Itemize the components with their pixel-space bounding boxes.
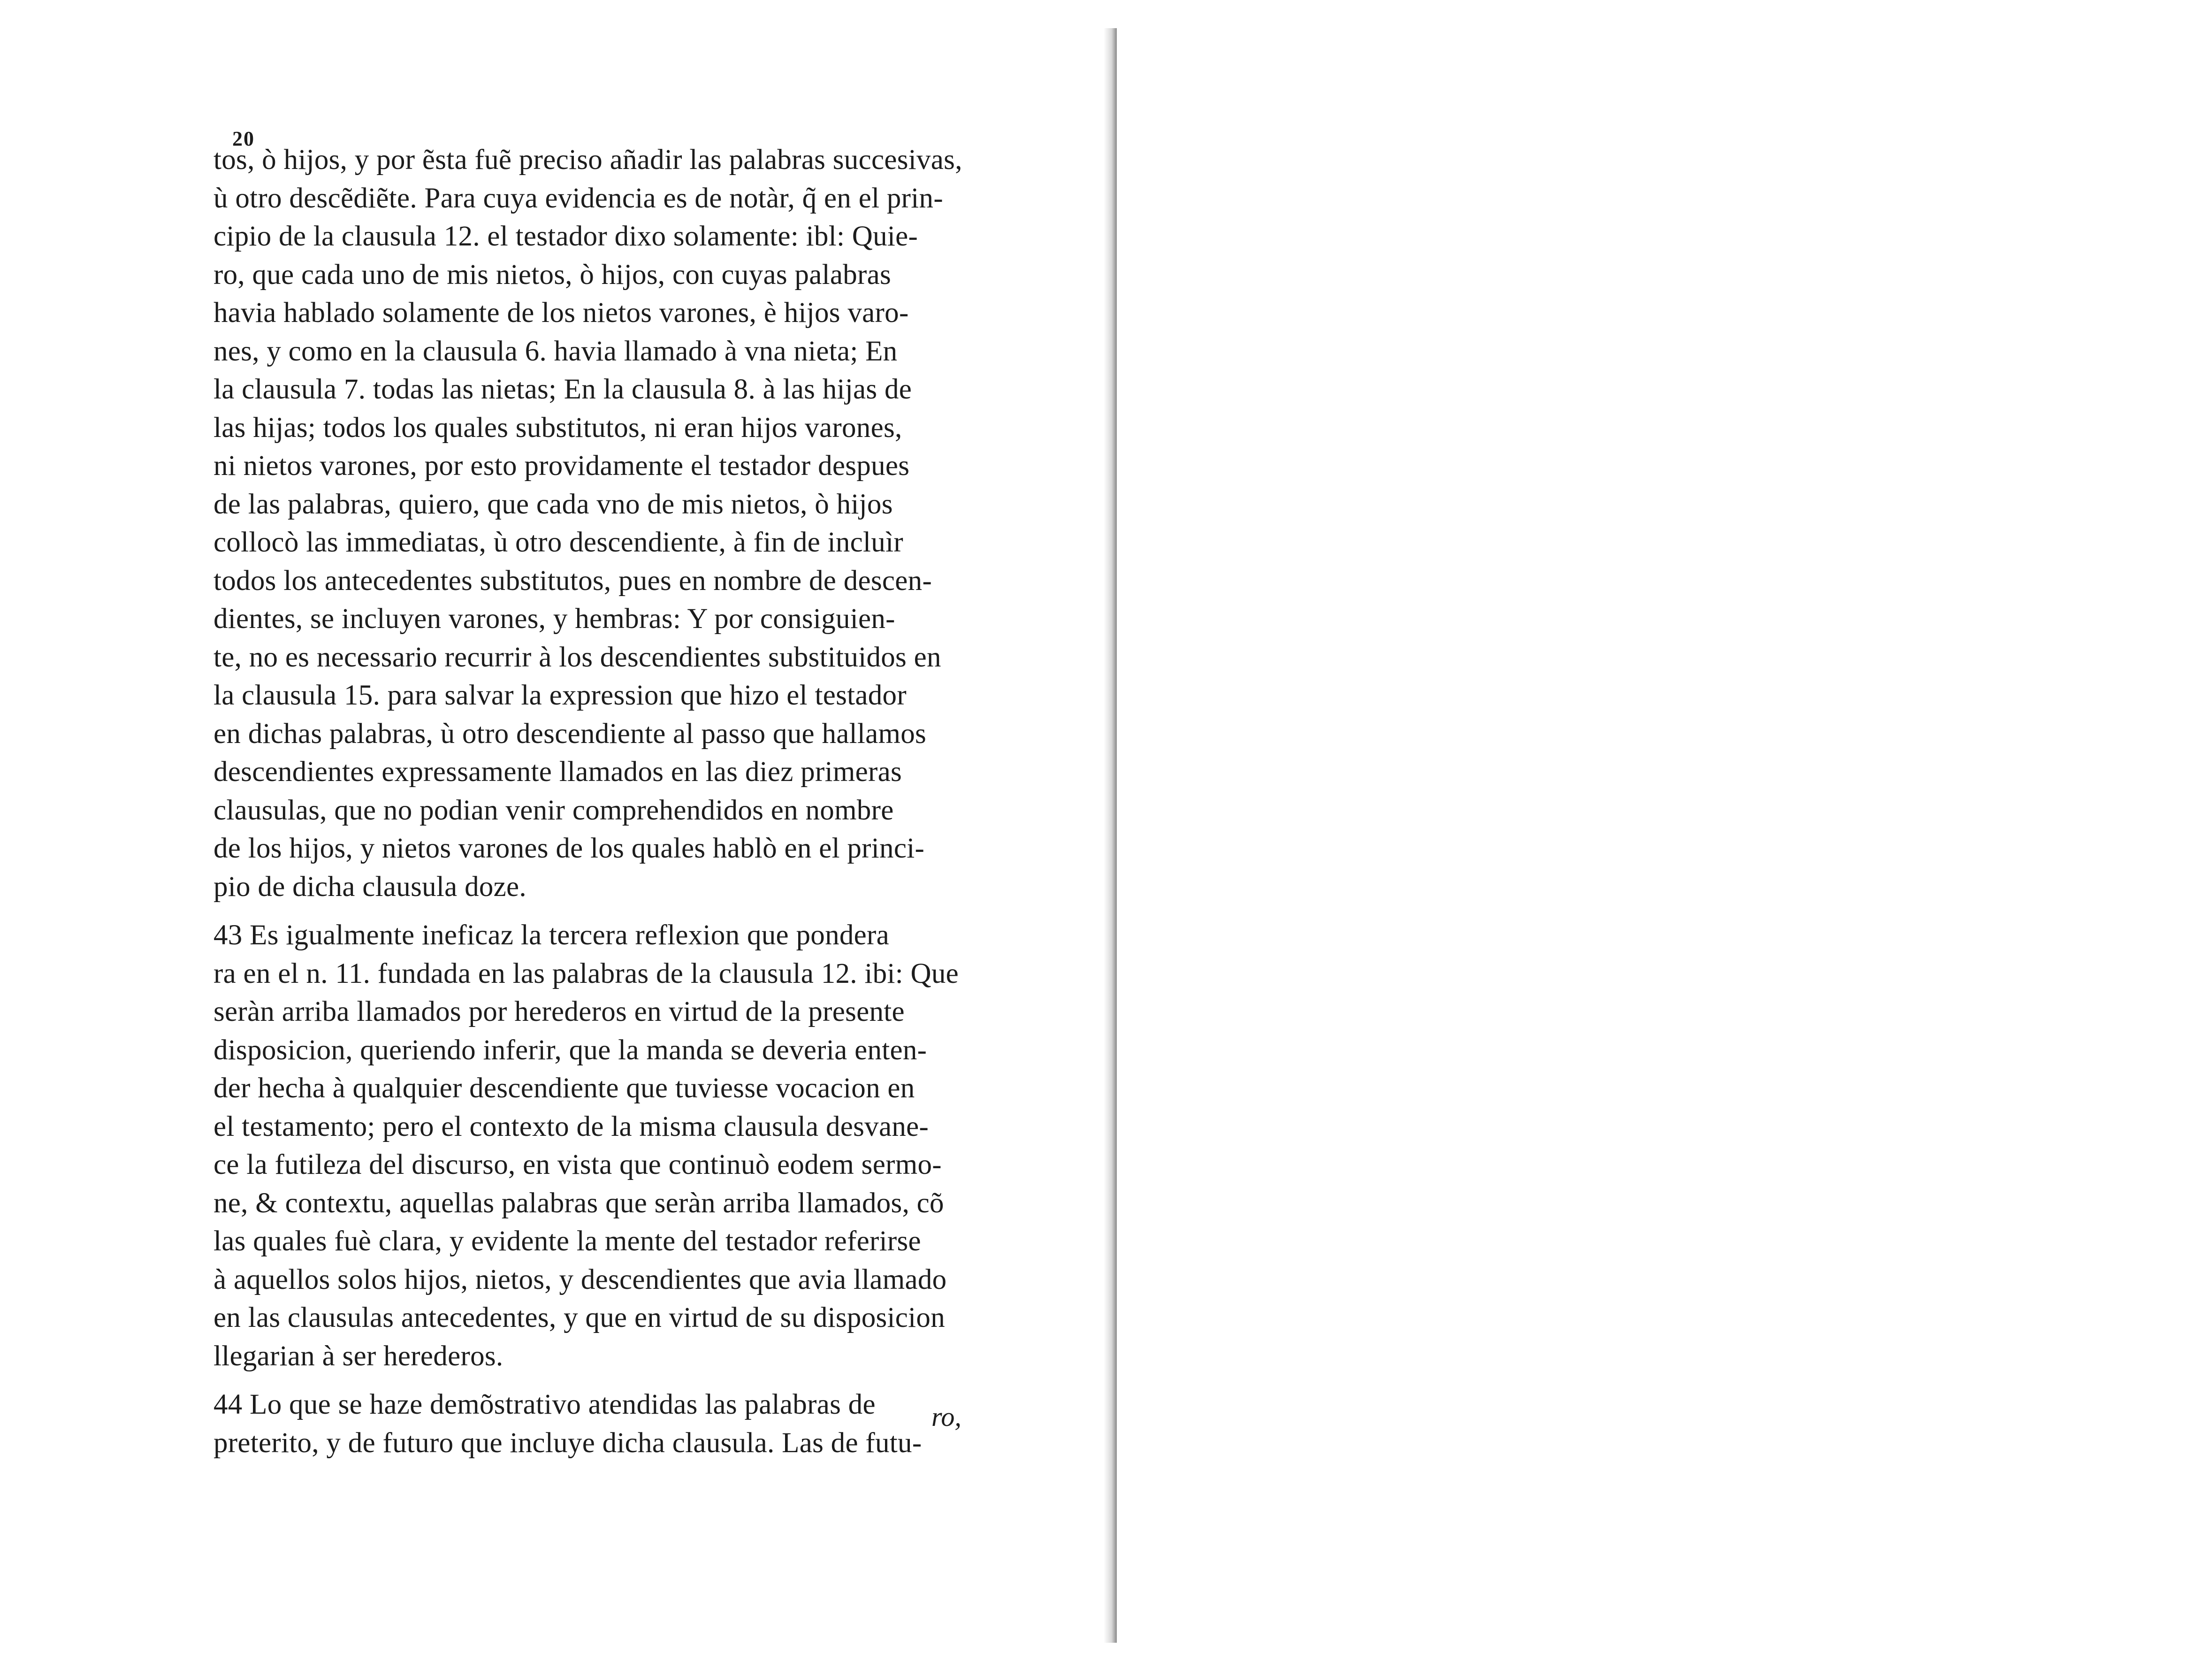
text-line: dientes, se incluyen varones, y hembras: Y por consiguien- [214, 603, 895, 635]
catchword-left: ro, [931, 1401, 961, 1432]
text-line: las quales fuè clara, y evidente la mente del testador referirse [214, 1225, 921, 1257]
text-line: la clausula 7. todas las nietas; En la clausula 8. à las hijas de [214, 374, 912, 405]
text-line: 44 Lo que se haze demõstrativo atendidas las palabras de [214, 1389, 876, 1420]
paragraph-gap [214, 906, 1002, 916]
text-line: pio de dicha clausula doze. [214, 871, 526, 903]
text-line: ni nietos varones, por esto providamente el testador despues [214, 450, 910, 482]
text-line: collocò las immediatas, ù otro descendiente, à fin de incluìr [214, 527, 903, 558]
text-line: en las clausulas antecedentes, y que en virtud de su disposicion [214, 1302, 946, 1333]
text-line: te, no es necessario recurrir à los descendientes substituidos en [214, 641, 941, 673]
text-line: la clausula 15. para salvar la expression que hizo el testador [214, 680, 907, 711]
text-line: 43 Es igualmente ineficaz la tercera reflexion que pondera [214, 919, 890, 951]
text-line: à aquellos solos hijos, nietos, y descendientes que avia llamado [214, 1263, 947, 1295]
text-line: ù otro descẽdiẽte. Para cuya evidencia es de notàr, q̃ en el prin- [214, 182, 943, 214]
text-line: de los hijos, y nietos varones de los quales hablò en el princi- [214, 833, 925, 864]
text-line: ne, & contextu, aquellas palabras que seràn arriba llamados, cõ [214, 1187, 944, 1219]
left-page-text [214, 141, 1002, 1462]
text-line: nes, y como en la clausula 6. havia llamado à vna nieta; En [214, 335, 898, 367]
text-line: seràn arriba llamados por herederos en virtud de la presente [214, 996, 905, 1027]
text-line: ce la futileza del discurso, en vista que continuò eodem sermo- [214, 1149, 942, 1180]
text-line: todos los antecedentes substitutos, pues en nombre de descen- [214, 565, 932, 597]
text-line: der hecha à qualquier descendiente que tuviesse vocacion en [214, 1072, 915, 1104]
text-line: tos, ò hijos, y por ẽsta fuẽ preciso añadir las palabras succesivas, [214, 144, 962, 176]
text-line: ra en el n. 11. fundada en las palabras de la clausula 12. ibi: Que [214, 957, 959, 989]
text-line: de las palabras, quiero, que cada vno de mis nietos, ò hijos [214, 488, 893, 520]
text-line: preterito, y de futuro que incluye dicha clausula. Las de futu- [214, 1427, 922, 1459]
text-line: descendientes expressamente llamados en las diez primeras [214, 756, 902, 788]
text-line: clausulas, que no podian venir comprehendidos en nombre [214, 794, 894, 826]
right-page [1117, 0, 2212, 1654]
text-line: disposicion, queriendo inferir, que la manda se deveria enten- [214, 1034, 927, 1066]
page-number-left: 20 [232, 127, 255, 150]
text-line: cipio de la clausula 12. el testador dixo solamente: ibl: Quie- [214, 221, 918, 252]
text-line: las hijas; todos los quales substitutos, ni eran hijos varones, [214, 412, 902, 444]
text-line: ro, que cada uno de mis nietos, ò hijos, con cuyas palabras [214, 259, 892, 291]
text-line: el testamento; pero el contexto de la misma clausula desvane- [214, 1110, 929, 1142]
text-line: havia hablado solamente de los nietos varones, è hijos varo- [214, 297, 909, 329]
text-line: llegarian à ser herederos. [214, 1340, 503, 1372]
text-line: en dichas palabras, ù otro descendiente al passo que hallamos [214, 718, 927, 750]
paragraph-gap [214, 1375, 1002, 1386]
